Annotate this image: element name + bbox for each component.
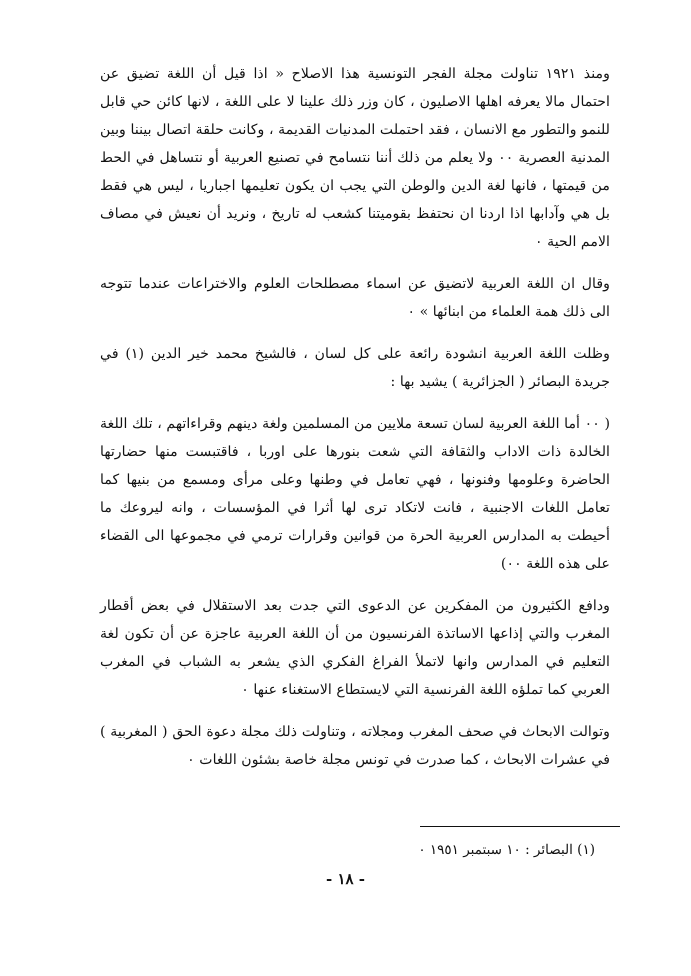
footnote: (١) البصائر : ١٠ سبتمبر ١٩٥١ ٠ bbox=[418, 842, 595, 858]
paragraph-2: وقال ان اللغة العربية لاتضيق عن اسماء مصطلحات العلوم والاختراعات عندما تتوجه الى ذلك همة العلماء من ابنائها » ٠ bbox=[100, 276, 610, 320]
quotation-paragraph: ( ٠٠ أما اللغة العربية لسان تسعة ملايين من المسلمين ولغة دينهم وقراءاتهم ، تلك اللغة الخالدة ذات الاداب والثقافة التي شعت بنورها على اوربا ، فاقتبست منها حضارتها الحاضرة وعلومها وفنونها ، فهي تعامل في وطنها وعلى مرأى ومسمع من بنيها كما تعامل اللغات الاجنبية ، فانت لاتكاد ترى لها أثرا في المؤسسات ، وانه ليروعك ما أحيطت به المدارس العربية الحرة من قوانين وقرارات ترمي في مجموعها الى القضاء على هذه اللغة ٠٠) bbox=[100, 416, 611, 572]
main-text bbox=[100, 60, 610, 774]
paragraph-5: ودافع الكثيرون من المفكرين عن الدعوى التي جدت بعد الاستقلال في بعض أقطار المغرب والتي إذاعها الاساتذة الفرنسيون من أن اللغة العربية عاجزة عن أن تكون لغة التعليم في المدارس وانها لاتملأ الفراغ الفكري الذي يشعر به الشباب في المغرب العربي كما تملؤه اللغة الفرنسية التي لايستطاع الاستغناء عنها ٠ bbox=[100, 598, 610, 698]
paragraph-6: وتوالت الابحاث في صحف المغرب ومجلاته ، وتناولت ذلك مجلة دعوة الحق ( المغربية ) في عشرات الابحاث ، كما صدرت في تونس مجلة خاصة بشئون اللغات ٠ bbox=[100, 724, 610, 768]
paragraph-3: وظلت اللغة العربية انشودة رائعة على كل لسان ، فالشيخ محمد خير الدين (١) في جريدة البصائر ( الجزائرية ) يشيد بها : bbox=[100, 346, 610, 390]
paragraph-1: ومنذ ١٩٢١ تناولت مجلة الفجر التونسية هذا الاصلاح « اذا قيل أن اللغة تضيق عن احتمال مالا يعرفه اهلها الاصليون ، كان وزر ذلك علينا لا على اللغة ، لانها كائن حي قابل للنمو والتطور مع الانسان ، فقد احتملت المدنيات القديمة ، وكانت حلقة اتصال بيننا وبين المدنية العصرية ٠٠ ولا يعلم من ذلك أننا نتسامح في تصنيع العربية أو نتساهل في الحط من قيمتها ، فانها لغة الدين والوطن التي يجب ان يكون تعليمها اجباريا ، ليس هي فقط بل هي وآدابها اذا اردنا ان نحتفظ بقوميتنا كشعب له تاريخ ، ونريد أن نعيش في مصاف الامم الحية ٠ bbox=[100, 66, 610, 250]
footnote-divider bbox=[420, 826, 620, 827]
page-number: - ١٨ - bbox=[325, 870, 366, 888]
